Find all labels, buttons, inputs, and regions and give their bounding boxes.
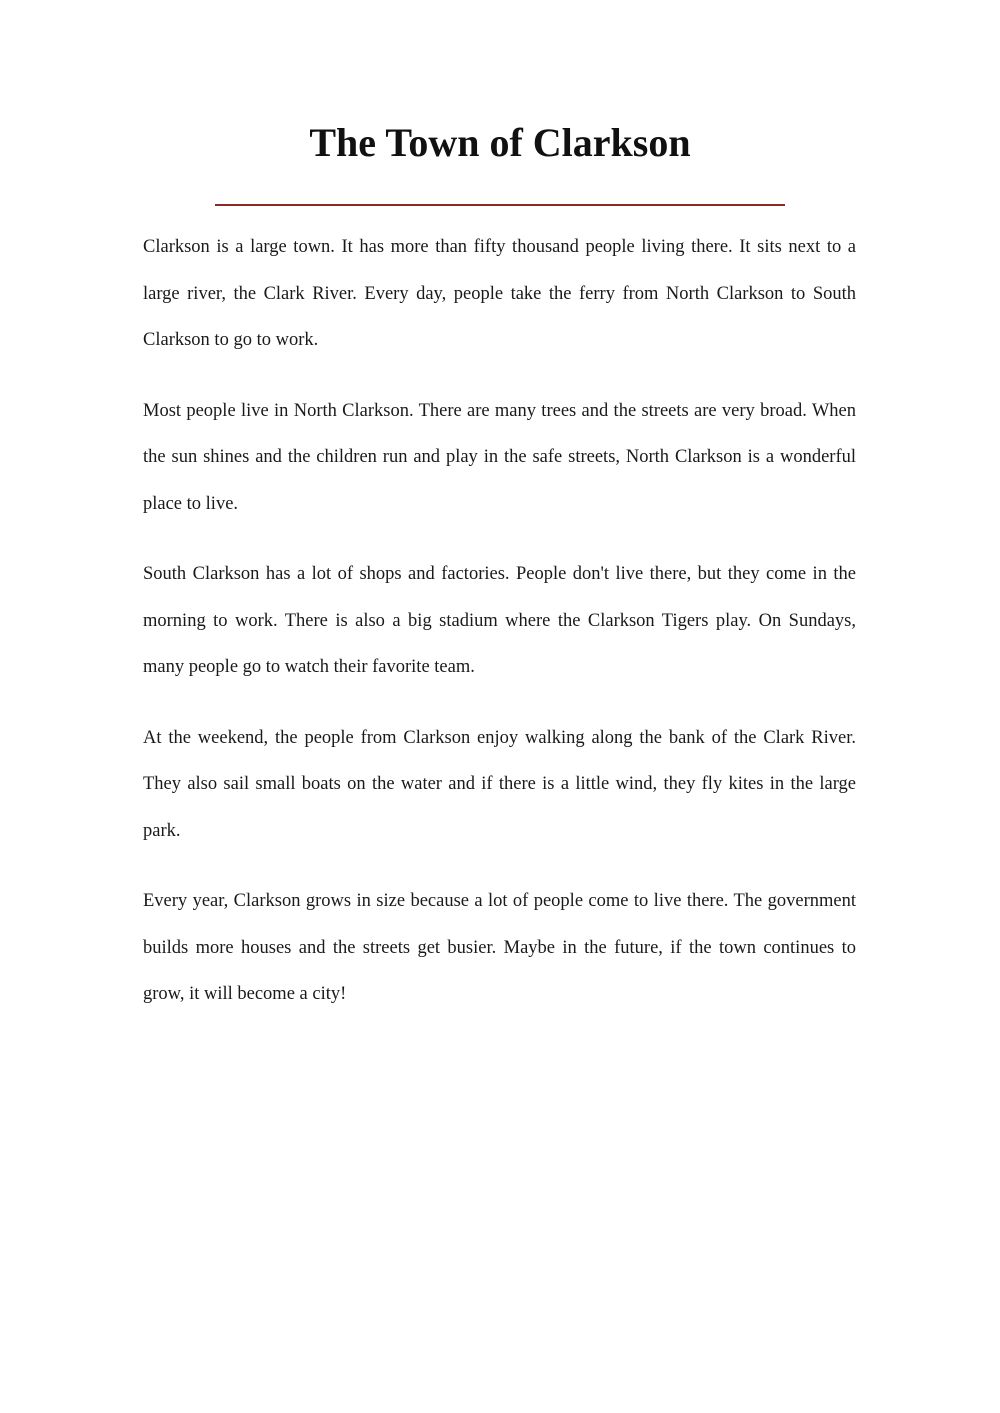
paragraph-3: South Clarkson has a lot of shops and factories. People don't live there, but they come in the morning to work. There is also a big stadium where the Clarkson Tigers play. On Sundays, many people go to watch their favorite team. — [143, 564, 856, 677]
paragraph-2: Most people live in North Clarkson. There are many trees and the streets are very broad. When the sun shines and the children run and play in the safe streets, North Clarkson is a wonderful place to live. — [143, 400, 856, 514]
paragraph-4: At the weekend, the people from Clarkson enjoy walking along the bank of the Clark River. They also sail small boats on the water and if there is a little wind, they fly kites in the large park. — [143, 727, 856, 841]
title-underline-rule — [215, 204, 785, 206]
paragraph-1: Clarkson is a large town. It has more than fifty thousand people living there. It sits next to a large river, the Clark River. Every day, people take the ferry from North Clarkson to South Clarkson to go to work. — [143, 237, 856, 350]
document-body — [143, 224, 856, 1042]
document-title: The Town of Clarkson — [309, 120, 691, 165]
paragraph-5: Every year, Clarkson grows in size because a lot of people come to live there. The government builds more houses and the streets get busier. Maybe in the future, if the town continues to grow, it will become a city! — [143, 891, 856, 1004]
